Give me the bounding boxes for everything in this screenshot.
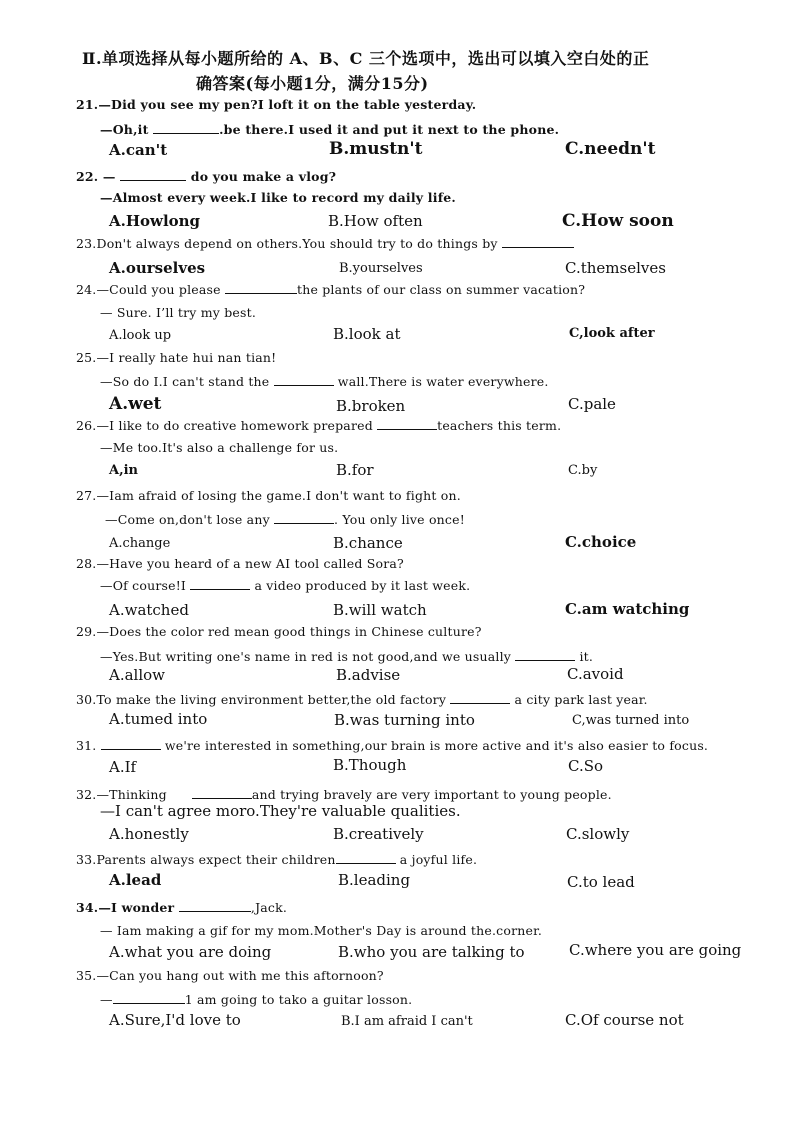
question-25-line2: —So do I.I can't stand the wall.There is water everywhere. [100, 374, 549, 389]
answer-blank[interactable] [179, 899, 251, 912]
q30-option-b[interactable]: B.was turning into [334, 711, 475, 729]
q33-option-a[interactable]: A.lead [109, 871, 162, 889]
answer-blank[interactable] [113, 991, 185, 1004]
q22-option-b[interactable]: B.How often [328, 212, 423, 230]
answer-blank[interactable] [274, 373, 334, 386]
q35-option-c[interactable]: C.Of course not [565, 1011, 684, 1029]
answer-blank[interactable] [515, 648, 575, 661]
q25-option-b[interactable]: B.broken [336, 397, 406, 415]
q34-option-c[interactable]: C.where you are going [569, 941, 742, 959]
answer-blank[interactable] [120, 168, 186, 181]
q32-option-a[interactable]: A.honestly [109, 825, 189, 843]
q28-option-a[interactable]: A.watched [109, 601, 189, 619]
q26-option-b[interactable]: B.for [336, 461, 374, 479]
question-32-line2: —I can't agree moro.They're valuable qualities. [100, 802, 461, 820]
q29-option-a[interactable]: A.allow [109, 666, 166, 684]
q30-option-c[interactable]: C,was turned into [572, 713, 690, 728]
q31-option-c[interactable]: C.So [568, 757, 604, 775]
question-26-line2: —Me too.It's also a challenge for us. [100, 440, 339, 455]
question-22-line2: —Almost every week.I like to record my daily life. [100, 190, 456, 205]
question-30-line1: 30.To make the living environment better,the old factory a city park last year. [76, 692, 648, 707]
question-35-line2: — 1 am going to tako a guitar losson. [100, 992, 413, 1007]
q29-option-c[interactable]: C.avoid [567, 665, 624, 683]
q24-option-c[interactable]: C,look after [569, 326, 655, 341]
question-32-line1: 32.—Thinking and trying bravely are very important to young people. [76, 787, 612, 802]
q23-option-c[interactable]: C.themselves [565, 259, 666, 277]
section-header-line2: 确答案(每小题1分，满分15分) [196, 74, 429, 93]
q26-option-c[interactable]: C.by [568, 463, 598, 478]
q28-option-c[interactable]: C.am watching [565, 600, 690, 618]
answer-blank[interactable] [336, 851, 396, 864]
question-26-line1: 26.—I like to do creative homework prepared teachers this term. [76, 418, 562, 433]
q21-option-b[interactable]: B.mustn't [329, 139, 423, 159]
answer-blank[interactable] [450, 691, 510, 704]
q35-option-a[interactable]: A.Sure,I'd love to [109, 1011, 241, 1029]
q32-option-b[interactable]: B.creatively [333, 825, 424, 843]
question-22-line1: 22. — do you make a vlog? [76, 169, 337, 184]
question-23-line1: 23.Don't always depend on others.You should try to do things by [76, 235, 574, 251]
q34-option-b[interactable]: B.who you are talking to [338, 943, 525, 961]
answer-blank[interactable] [225, 281, 297, 294]
question-34-line2: — Iam making a gif for my mom.Mother's Day is around the.corner. [100, 923, 543, 938]
q25-option-a[interactable]: A.wet [109, 394, 162, 414]
question-29-line2: —Yes.But writing one's name in red is not good,and we usually it. [100, 649, 594, 664]
q34-option-a[interactable]: A.what you are doing [109, 943, 272, 961]
q32-option-c[interactable]: C.slowly [566, 825, 630, 843]
question-27-line2: —Come on,don't lose any . You only live once! [105, 512, 465, 527]
question-34-line1: 34.—I wonder ,Jack. [76, 900, 288, 915]
q27-option-b[interactable]: B.chance [333, 534, 403, 552]
q24-option-a[interactable]: A.look up [109, 328, 172, 343]
answer-blank[interactable] [101, 737, 161, 750]
question-33-line1: 33.Parents always expect their children a joyful life. [76, 852, 478, 867]
q27-option-a[interactable]: A.change [109, 536, 171, 551]
answer-blank[interactable] [274, 511, 334, 524]
q29-option-b[interactable]: B.advise [336, 666, 401, 684]
q26-option-a[interactable]: A,in [109, 463, 139, 478]
q31-option-a[interactable]: A.If [109, 758, 137, 776]
q30-option-a[interactable]: A.tumed into [109, 710, 208, 728]
question-21-line2: —Oh,it .be there.I used it and put it next to the phone. [100, 122, 560, 137]
question-28-line2: —Of course!I a video produced by it last week. [100, 578, 471, 593]
q33-option-c[interactable]: C.to lead [567, 873, 635, 891]
question-24-line2: — Sure. I’ll try my best. [100, 305, 257, 320]
q23-option-a[interactable]: A.ourselves [109, 259, 206, 277]
q22-option-a[interactable]: A.Howlong [109, 212, 201, 230]
q33-option-b[interactable]: B.leading [338, 871, 411, 889]
answer-blank[interactable] [502, 235, 574, 248]
question-25-line1: 25.—I really hate hui nan tian! [76, 350, 277, 365]
section-header-line1: Ⅱ.单项选择从每小题所给的 A、B、C 三个选项中，选出可以填入空白处的正 [82, 49, 650, 68]
q35-option-b[interactable]: B.I am afraid I can't [341, 1014, 473, 1029]
question-27-line1: 27.—Iam afraid of losing the game.I don't want to fight on. [76, 488, 461, 503]
q31-option-b[interactable]: B.Though [333, 756, 407, 774]
q24-option-b[interactable]: B.look at [333, 325, 401, 343]
answer-blank[interactable] [192, 786, 252, 799]
q21-option-c[interactable]: C.needn't [565, 139, 656, 159]
answer-blank[interactable] [377, 417, 437, 430]
question-29-line1: 29.—Does the color red mean good things in Chinese culture? [76, 624, 482, 639]
q23-option-b[interactable]: B.yourselves [339, 261, 423, 276]
question-31-line1: 31. we're interested in something,our brain is more active and it's also easier to focus. [76, 738, 709, 753]
question-21-line1: 21.—Did you see my pen?I loft it on the table yesterday. [76, 97, 477, 112]
question-24-line1: 24.—Could you please the plants of our class on summer vacation? [76, 282, 586, 297]
q21-option-a[interactable]: A.can't [109, 141, 168, 159]
question-35-line1: 35.—Can you hang out with me this aftornoon? [76, 968, 384, 983]
q28-option-b[interactable]: B.will watch [333, 601, 427, 619]
answer-blank[interactable] [153, 121, 219, 134]
q25-option-c[interactable]: C.pale [568, 395, 616, 413]
answer-blank[interactable] [190, 577, 250, 590]
question-28-line1: 28.—Have you heard of a new AI tool called Sora? [76, 556, 404, 571]
q22-option-c[interactable]: C.How soon [562, 211, 674, 231]
q27-option-c[interactable]: C.choice [565, 533, 637, 551]
